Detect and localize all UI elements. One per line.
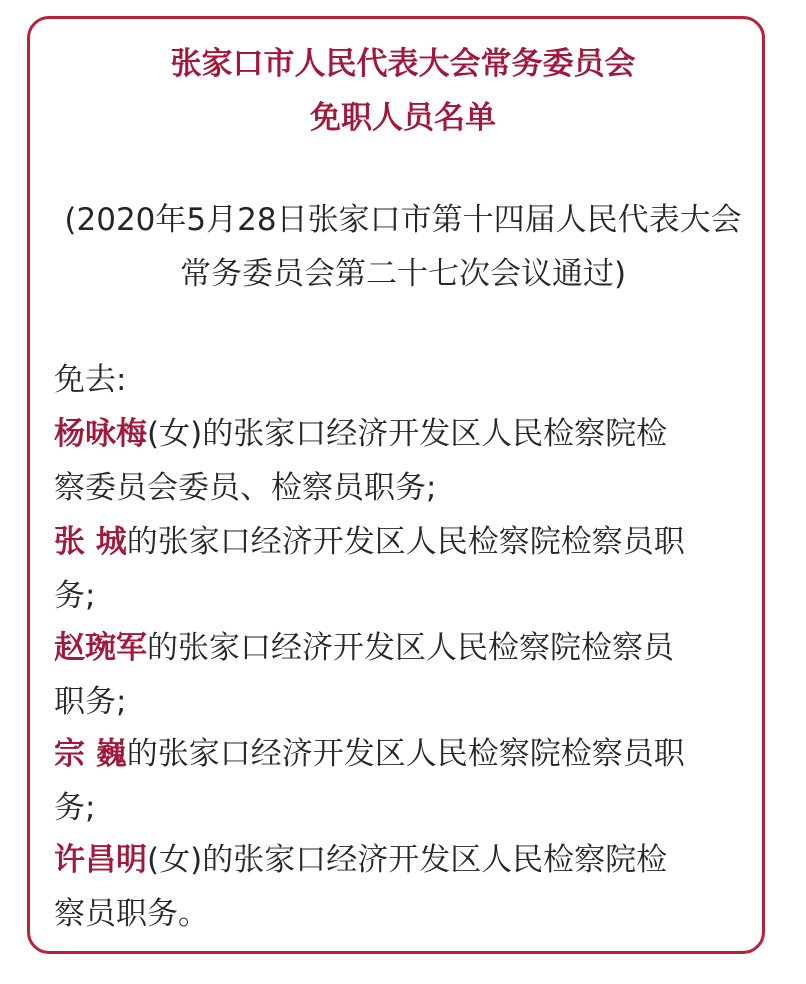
document-subtitle-line-2: 常务委员会第二十七次会议通过) <box>179 256 627 292</box>
document-title-line-2: 免职人员名单 <box>310 100 496 136</box>
entry-2-line-1 <box>54 522 685 562</box>
intro-text: 免去: <box>54 362 127 398</box>
entry-5-name: 许昌明 <box>54 842 147 878</box>
entry-2-line-2: 务; <box>54 578 96 614</box>
entry-4-text: 的张家口经济开发区人民检察院检察员职 <box>126 736 685 772</box>
entry-1-name: 杨咏梅 <box>54 416 147 452</box>
entry-4-line-1 <box>54 734 685 774</box>
entry-3-name: 赵琬军 <box>54 630 147 666</box>
document-subtitle-line-1: (2020年5月28日张家口市第十四届人民代表大会 <box>64 202 742 238</box>
entry-4-line-2: 务; <box>54 790 96 826</box>
entry-2-name: 张 城 <box>54 524 127 560</box>
entry-1-text: (女)的张家口经济开发区人民检察院检 <box>147 416 668 452</box>
entry-5-text: (女)的张家口经济开发区人民检察院检 <box>147 842 668 878</box>
entry-5-line-1 <box>54 840 667 880</box>
entry-2-text: 的张家口经济开发区人民检察院检察员职 <box>126 524 685 560</box>
entry-3-text: 的张家口经济开发区人民检察院检察员 <box>147 630 674 666</box>
document-title-line-1: 张家口市人民代表大会常务委员会 <box>170 46 636 82</box>
entry-5-line-2: 察员职务。 <box>54 896 209 932</box>
entry-3-line-1 <box>54 628 674 668</box>
entry-4-name: 宗 巍 <box>54 736 127 772</box>
entry-1-line-1 <box>54 414 667 454</box>
entry-1-line-2: 察委员会委员、检察员职务; <box>54 470 437 506</box>
entry-3-line-2: 职务; <box>54 684 127 720</box>
